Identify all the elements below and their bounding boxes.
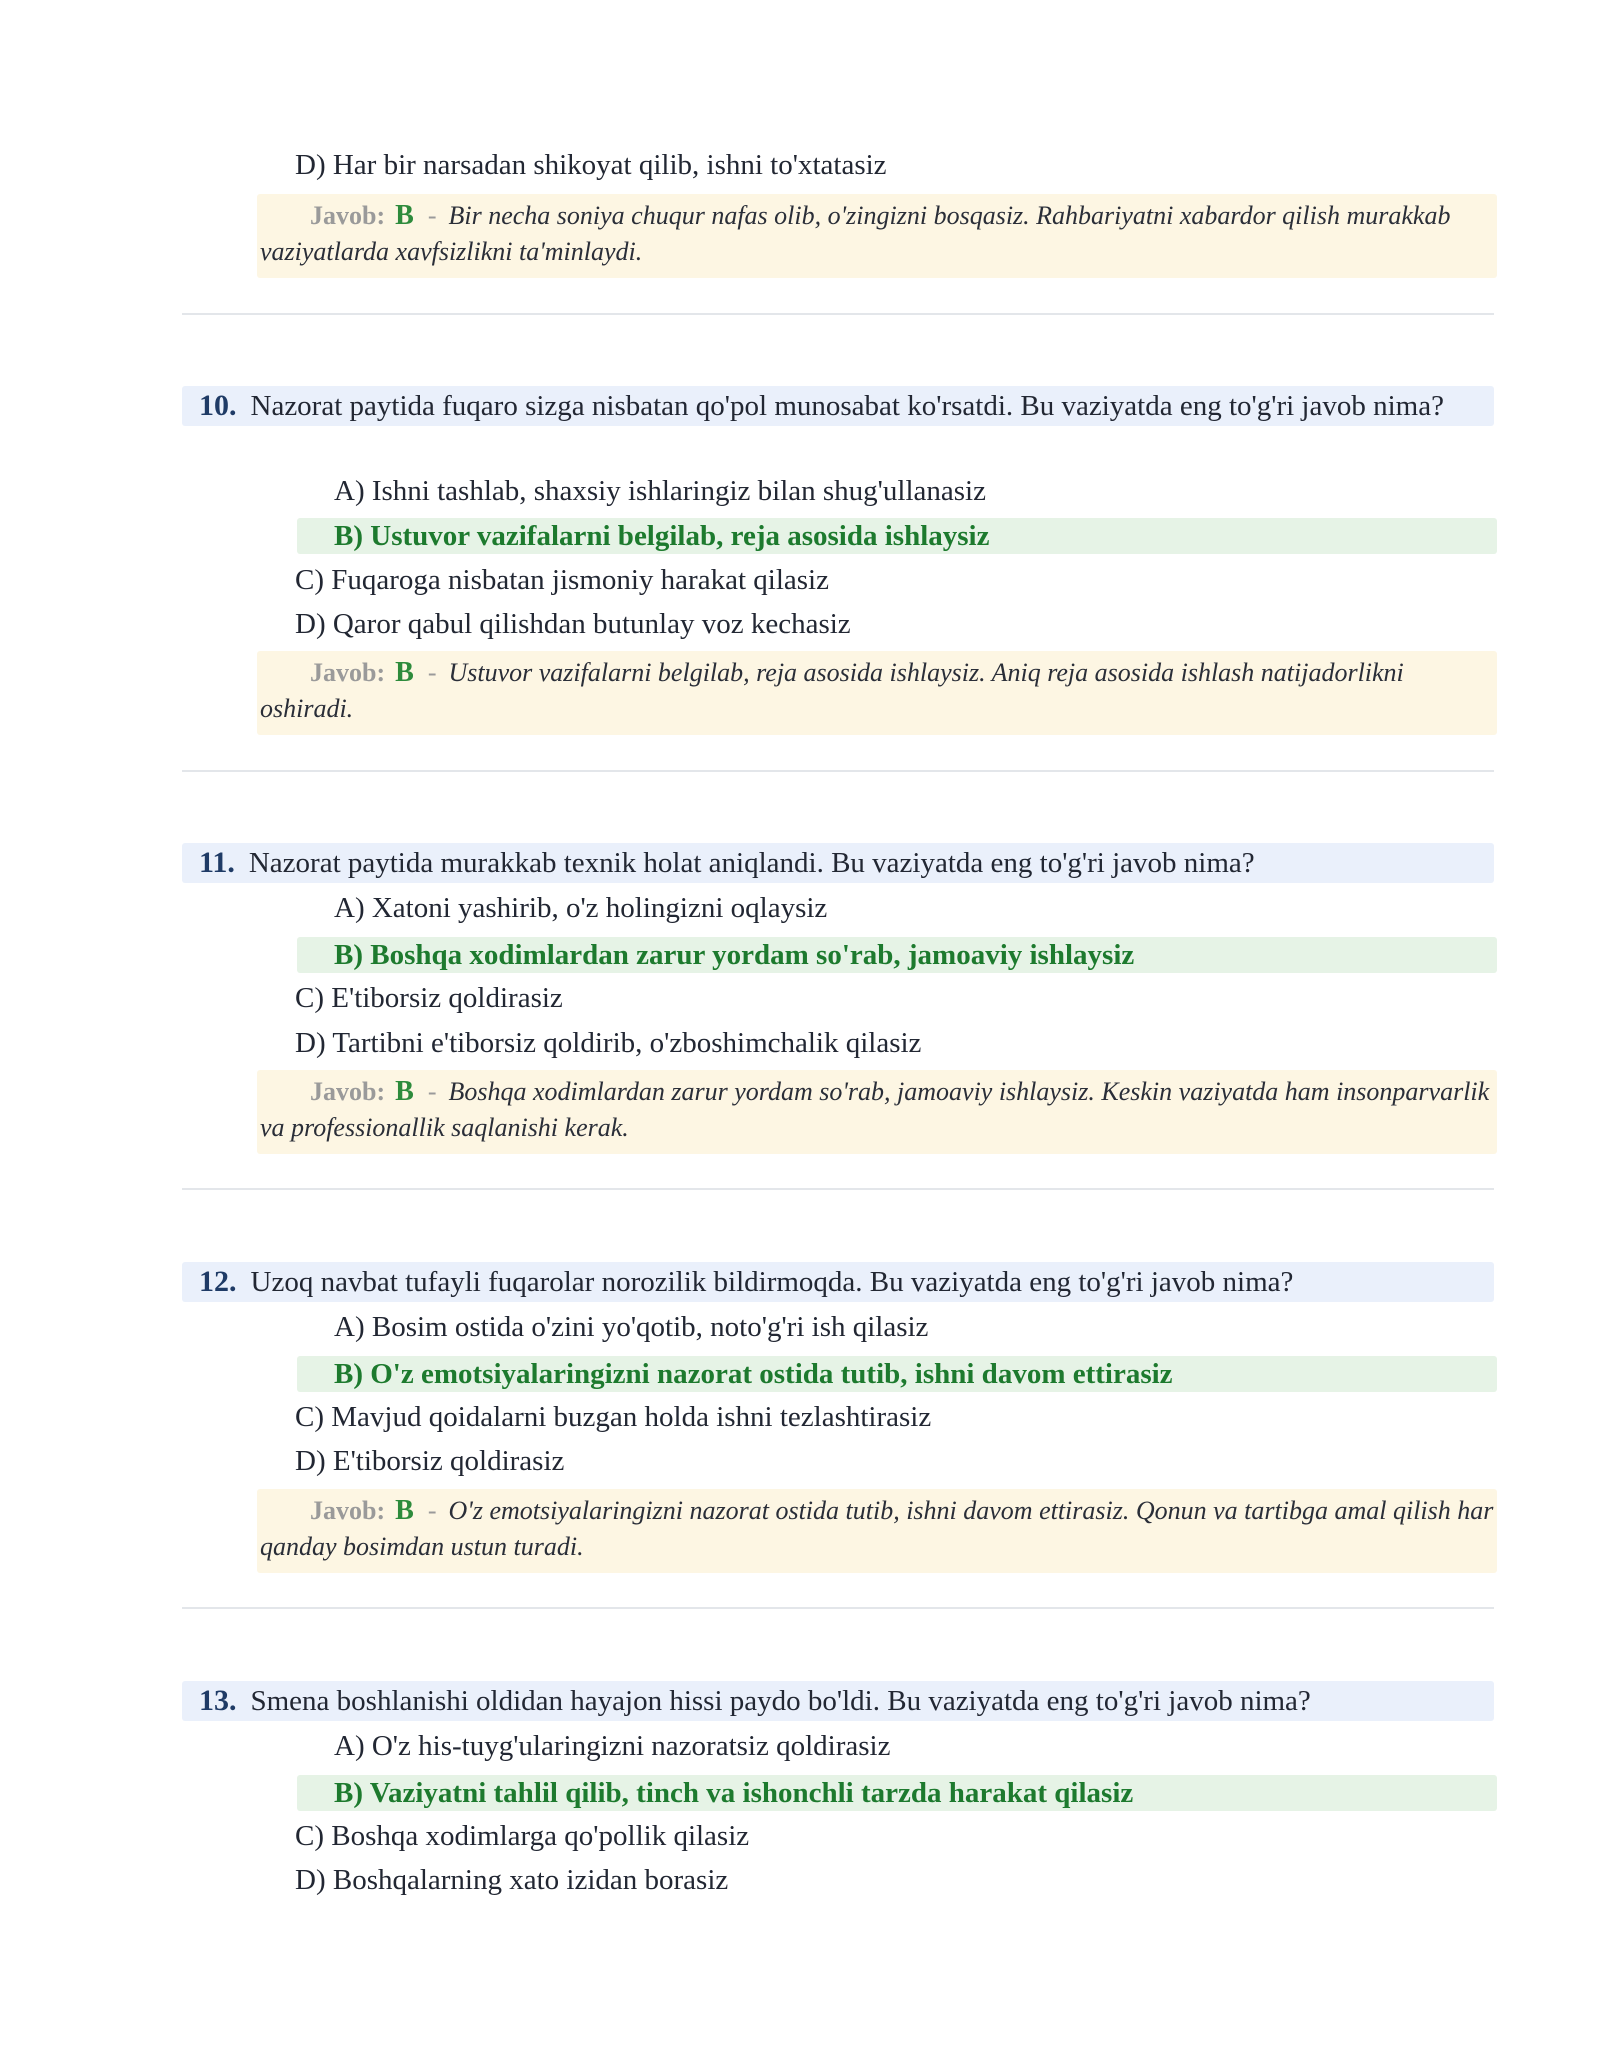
option-a: A) Bosim ostida o'zini yo'qotib, noto'g'ri ish qilasiz [334, 1311, 929, 1343]
question-11 [182, 843, 1494, 883]
question-text: Uzoq navbat tufayli fuqarolar norozilik bildirmoqda. Bu vaziyatda eng to'g'ri javob nima? [250, 1266, 1294, 1298]
question-number: 12. [199, 1265, 237, 1298]
answer-box [257, 1489, 1497, 1573]
answer-box [257, 1070, 1497, 1154]
answer-key: B [395, 200, 414, 231]
answer-key: B [395, 657, 414, 688]
option-d: D) Har bir narsadan shikoyat qilib, ishni to'xtatasiz [295, 149, 887, 181]
option-a: A) O'z his-tuyg'ularingizni nazoratsiz qoldirasiz [334, 1730, 891, 1762]
question-number: 11. [199, 846, 235, 879]
answer-dash: - [427, 1496, 437, 1525]
question-number: 13. [199, 1684, 237, 1717]
option-c: C) E'tiborsiz qoldirasiz [295, 982, 563, 1014]
option-b-label: B) Boshqa xodimlardan zarur yordam so'rab, jamoaviy ishlaysiz [334, 939, 1135, 971]
question-12 [182, 1262, 1494, 1302]
answer-key: B [395, 1495, 414, 1526]
answer-label: Javob: [310, 1496, 386, 1525]
option-b-correct [297, 1775, 1497, 1811]
answer-dash: - [427, 201, 437, 230]
answer-dash: - [427, 1077, 437, 1106]
option-d: D) Boshqalarning xato izidan borasiz [295, 1864, 729, 1896]
option-b-label: B) O'z emotsiyalaringizni nazorat ostida tutib, ishni davom ettirasiz [334, 1358, 1173, 1390]
answer-box [257, 651, 1497, 735]
option-d: D) Qaror qabul qilishdan butunlay voz kechasiz [295, 608, 851, 640]
option-c: C) Fuqaroga nisbatan jismoniy harakat qilasiz [295, 564, 829, 596]
question-text: Nazorat paytida murakkab texnik holat aniqlandi. Bu vaziyatda eng to'g'ri javob nima? [248, 847, 1255, 879]
option-d: D) E'tiborsiz qoldirasiz [295, 1445, 565, 1477]
divider [182, 770, 1494, 772]
question-text: Nazorat paytida fuqaro sizga nisbatan qo'pol munosabat ko'rsatdi. Bu vaziyatda eng to'g'ri javob nima? [250, 390, 1444, 422]
divider [182, 1607, 1494, 1609]
option-b-correct [297, 518, 1497, 554]
answer-box [257, 194, 1497, 278]
answer-explanation: Ustuvor vazifalarni belgilab, reja asosida ishlaysiz. Aniq reja asosida ishlash natijadorlikni oshiradi. [260, 658, 1404, 723]
option-a: A) Ishni tashlab, shaxsiy ishlaringiz bilan shug'ullanasiz [334, 475, 986, 507]
answer-label: Javob: [310, 201, 386, 230]
answer-label: Javob: [310, 1077, 386, 1106]
option-b-correct [297, 937, 1497, 973]
divider [182, 1188, 1494, 1190]
answer-explanation: Bir necha soniya chuqur nafas olib, o'zingizni bosqasiz. Rahbariyatni xabardor qilish murakkab vaziyatlarda xavfsizlikni ta'minlaydi. [260, 201, 1451, 266]
option-b-label: B) Ustuvor vazifalarni belgilab, reja asosida ishlaysiz [334, 520, 990, 552]
option-b-label: B) Vaziyatni tahlil qilib, tinch va ishonchli tarzda harakat qilasiz [334, 1777, 1134, 1809]
divider [182, 313, 1494, 315]
option-b-correct [297, 1356, 1497, 1392]
question-text: Smena boshlanishi oldidan hayajon hissi paydo bo'ldi. Bu vaziyatda eng to'g'ri javob nima? [250, 1685, 1311, 1717]
option-a: A) Xatoni yashirib, o'z holingizni oqlaysiz [334, 892, 828, 924]
answer-dash: - [427, 658, 437, 687]
question-13 [182, 1681, 1494, 1721]
option-c: C) Mavjud qoidalarni buzgan holda ishni tezlashtirasiz [295, 1401, 932, 1433]
question-number: 10. [199, 389, 237, 422]
answer-explanation: O'z emotsiyalaringizni nazorat ostida tutib, ishni davom ettirasiz. Qonun va tartibga amal qilish har qanday bosimdan ustun turadi. [260, 1496, 1494, 1561]
answer-key: B [395, 1076, 414, 1107]
question-10 [182, 386, 1494, 426]
option-c: C) Boshqa xodimlarga qo'pollik qilasiz [295, 1820, 750, 1852]
option-d: D) Tartibni e'tiborsiz qoldirib, o'zboshimchalik qilasiz [295, 1027, 922, 1059]
answer-label: Javob: [310, 658, 386, 687]
answer-explanation: Boshqa xodimlardan zarur yordam so'rab, jamoaviy ishlaysiz. Keskin vaziyatda ham insonparvarlik va professionallik saqlanishi kerak. [260, 1077, 1490, 1142]
